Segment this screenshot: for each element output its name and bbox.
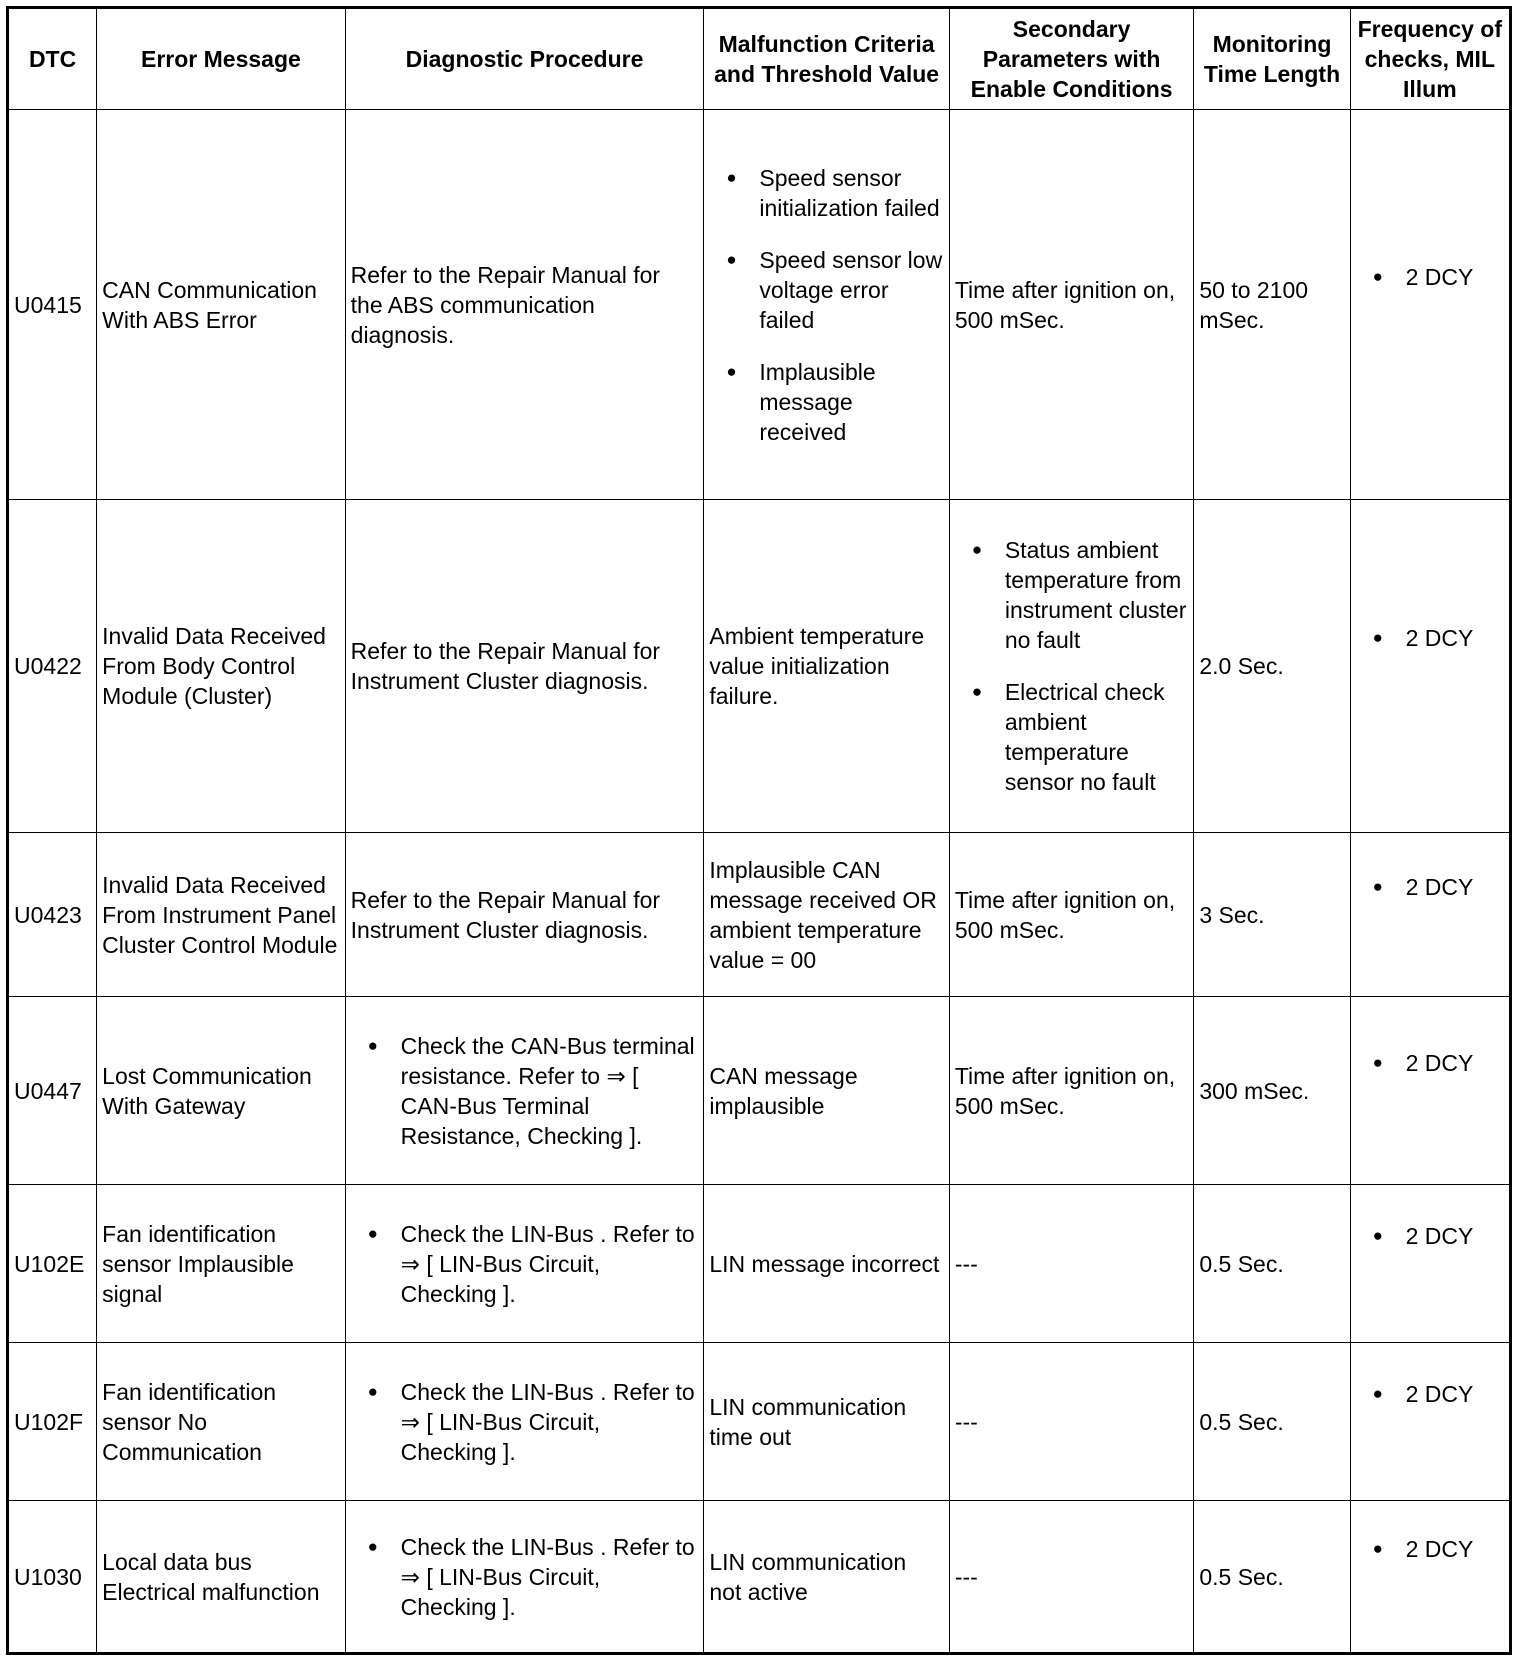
frequency-value: ● 2 DCY xyxy=(1356,1048,1504,1078)
malfunction-criteria: Ambient temperature value initialization failure. xyxy=(704,500,949,833)
diagnostic-procedure: Refer to the Repair Manual for the ABS communication diagnosis. xyxy=(345,110,704,500)
dtc-code: U0422 xyxy=(8,500,97,833)
monitoring-time: 0.5 Sec. xyxy=(1194,1501,1350,1654)
dtc-code: U1030 xyxy=(8,1501,97,1654)
frequency xyxy=(1350,110,1510,500)
criteria-list xyxy=(709,163,943,447)
table-row xyxy=(8,997,1511,1185)
list-item: ● Check the LIN-Bus . Refer to ⇒ [ LIN-Bus Circuit, Checking ]. xyxy=(351,1377,699,1467)
secondary-parameters: --- xyxy=(949,1185,1193,1343)
table-row xyxy=(8,1185,1511,1343)
frequency-value: ● 2 DCY xyxy=(1356,1534,1504,1564)
header-dtc: DTC xyxy=(8,8,97,110)
header-secondary-parameters: Secondary Parameters with Enable Conditions xyxy=(949,8,1193,110)
error-message: Fan identification sensor Implausible signal xyxy=(97,1185,345,1343)
frequency-value: ● 2 DCY xyxy=(1356,1379,1504,1409)
frequency xyxy=(1350,997,1510,1185)
monitoring-time: 0.5 Sec. xyxy=(1194,1343,1350,1501)
error-message: Invalid Data Received From Body Control Module (Cluster) xyxy=(97,500,345,833)
monitoring-time: 2.0 Sec. xyxy=(1194,500,1350,833)
monitoring-time: 300 mSec. xyxy=(1194,997,1350,1185)
frequency-value: ● 2 DCY xyxy=(1356,623,1504,653)
header-malfunction-criteria: Malfunction Criteria and Threshold Value xyxy=(704,8,949,110)
secondary-parameters: Time after ignition on, 500 mSec. xyxy=(949,997,1193,1185)
secondary-parameters: --- xyxy=(949,1501,1193,1654)
dtc-code: U0415 xyxy=(8,110,97,500)
frequency xyxy=(1350,1185,1510,1343)
error-message: Invalid Data Received From Instrument Panel Cluster Control Module xyxy=(97,833,345,997)
malfunction-criteria: LIN message incorrect xyxy=(704,1185,949,1343)
diagnostic-procedure: Refer to the Repair Manual for Instrument Cluster diagnosis. xyxy=(345,500,704,833)
list-item: ● Status ambient temperature from instrument cluster no fault xyxy=(955,535,1188,655)
monitoring-time: 0.5 Sec. xyxy=(1194,1185,1350,1343)
list-item: ● Check the LIN-Bus . Refer to ⇒ [ LIN-Bus Circuit, Checking ]. xyxy=(351,1532,699,1622)
table-row xyxy=(8,500,1511,833)
malfunction-criteria: LIN communication time out xyxy=(704,1343,949,1501)
parameters-list xyxy=(955,535,1188,797)
frequency-value: ● 2 DCY xyxy=(1356,872,1504,902)
frequency xyxy=(1350,833,1510,997)
diagnostic-procedure: Refer to the Repair Manual for Instrument Cluster diagnosis. xyxy=(345,833,704,997)
malfunction-criteria: LIN communication not active xyxy=(704,1501,949,1654)
malfunction-criteria xyxy=(704,110,949,500)
dtc-code: U0447 xyxy=(8,997,97,1185)
error-message: Local data bus Electrical malfunction xyxy=(97,1501,345,1654)
secondary-parameters: --- xyxy=(949,1343,1193,1501)
table-row xyxy=(8,110,1511,500)
diagnostic-procedure xyxy=(345,1343,704,1501)
dtc-code: U102F xyxy=(8,1343,97,1501)
table-row xyxy=(8,1343,1511,1501)
frequency-value: ● 2 DCY xyxy=(1356,1221,1504,1251)
list-item: ● Implausible message received xyxy=(709,357,943,447)
frequency xyxy=(1350,1501,1510,1654)
dtc-table xyxy=(6,6,1512,1655)
list-item: ● Speed sensor initialization failed xyxy=(709,163,943,223)
list-item: ● Check the CAN-Bus terminal resistance. Refer to ⇒ [ CAN-Bus Terminal Resistance, Checking ]. xyxy=(351,1031,699,1151)
list-item: ● Electrical check ambient temperature sensor no fault xyxy=(955,677,1188,797)
error-message: Lost Communication With Gateway xyxy=(97,997,345,1185)
procedure-list xyxy=(351,1219,699,1309)
table-row xyxy=(8,833,1511,997)
dtc-code: U102E xyxy=(8,1185,97,1343)
monitoring-time: 50 to 2100 mSec. xyxy=(1194,110,1350,500)
list-item: ● Check the LIN-Bus . Refer to ⇒ [ LIN-Bus Circuit, Checking ]. xyxy=(351,1219,699,1309)
list-item: ● Speed sensor low voltage error failed xyxy=(709,245,943,335)
header-error-message: Error Message xyxy=(97,8,345,110)
error-message: CAN Communication With ABS Error xyxy=(97,110,345,500)
diagnostic-procedure xyxy=(345,1185,704,1343)
secondary-parameters xyxy=(949,500,1193,833)
frequency-value: ● 2 DCY xyxy=(1356,262,1504,292)
frequency xyxy=(1350,1343,1510,1501)
procedure-list xyxy=(351,1031,699,1151)
procedure-list xyxy=(351,1377,699,1467)
header-diagnostic-procedure: Diagnostic Procedure xyxy=(345,8,704,110)
diagnostic-procedure xyxy=(345,997,704,1185)
secondary-parameters: Time after ignition on, 500 mSec. xyxy=(949,833,1193,997)
malfunction-criteria: Implausible CAN message received OR ambient temperature value = 00 xyxy=(704,833,949,997)
header-row xyxy=(8,8,1511,110)
header-monitoring-time: Monitoring Time Length xyxy=(1194,8,1350,110)
frequency xyxy=(1350,500,1510,833)
table-row xyxy=(8,1501,1511,1654)
error-message: Fan identification sensor No Communication xyxy=(97,1343,345,1501)
dtc-code: U0423 xyxy=(8,833,97,997)
procedure-list xyxy=(351,1532,699,1622)
secondary-parameters: Time after ignition on, 500 mSec. xyxy=(949,110,1193,500)
diagnostic-procedure xyxy=(345,1501,704,1654)
monitoring-time: 3 Sec. xyxy=(1194,833,1350,997)
malfunction-criteria: CAN message implausible xyxy=(704,997,949,1185)
header-frequency: Frequency of checks, MIL Illum xyxy=(1350,8,1510,110)
